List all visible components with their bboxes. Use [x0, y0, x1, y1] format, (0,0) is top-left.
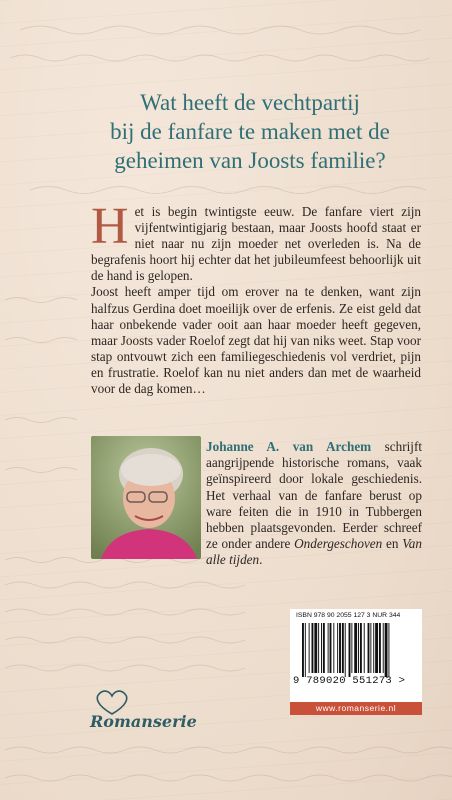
barcode-bar: [385, 623, 388, 677]
barcode-bar: [351, 623, 352, 673]
romanserie-logo: [90, 688, 200, 738]
barcode-bar: [323, 623, 325, 673]
barcode: [290, 609, 422, 702]
barcode-bar: [302, 623, 304, 677]
barcode-bar: [330, 623, 332, 673]
logo-text: Romanserie: [90, 712, 197, 731]
book-title-1: Ondergeschoven: [294, 536, 383, 552]
website-bar: www.romanserie.nl: [290, 702, 422, 715]
barcode-bar: [349, 623, 351, 677]
barcode-bar: [314, 623, 317, 673]
drop-cap: H: [91, 198, 129, 255]
barcode-bar: [368, 623, 370, 673]
back-cover-headline: [70, 88, 430, 175]
blurb: [91, 198, 421, 397]
barcode-bar: [383, 623, 384, 673]
barcode-bar: [318, 623, 319, 673]
barcode-bar: [337, 623, 338, 673]
barcode-bar: [358, 623, 359, 673]
barcode-bar: [309, 623, 310, 673]
blurb-paragraph-2: Joost heeft amper tijd om erover na te denken, want zijn halfzus Gerdina doet moeilijk over de erfenis. Ze eist geld dat haar onbekende vader ooit aan haar moeder heeft gegeven, maar Joosts vader Roelof zegt dat hij van niks weet. Stap voor stap ontvouwt zich een familiegeschiedenis vol verdriet, pijn en frustratie. Roelof kan nu niet anders dan met de waarheid voor de dag komen…: [91, 284, 421, 397]
bio-text-2: en: [382, 536, 403, 552]
barcode-bar: [373, 623, 374, 673]
headline-line-2: bij de fanfare te maken met de: [110, 119, 390, 144]
bio-text-1: schrijft aangrijpende historische romans, vaak geïnspireerd door lokale geschiedenis. Het verhaal van de fanfare berust op ware feiten die in 1910 in Tubbergen hebben plaatsgevonden. Eerder schreef ze onder andere: [206, 439, 422, 552]
author-photo: [91, 436, 201, 559]
barcode-bar: [342, 623, 344, 673]
bio-text-3: .: [259, 552, 263, 568]
book-title-2: Van alle tijden: [206, 536, 422, 568]
headline-line-1: Wat heeft de vechtpartij: [140, 90, 360, 115]
barcode-bar: [321, 623, 322, 673]
author-bio: [206, 439, 422, 569]
author-name: Johanne A. van Archem: [206, 439, 372, 454]
barcode-bars: [290, 609, 422, 679]
barcode-bar: [312, 623, 314, 673]
isbn-line: ISBN 978 90 2055 127 3 NUR 344: [296, 612, 401, 619]
barcode-bar: [360, 623, 362, 673]
barcode-bar: [379, 623, 381, 673]
barcode-bar: [345, 623, 346, 677]
barcode-bar: [375, 623, 378, 673]
barcode-digits: 9 789020 551273 >: [293, 675, 406, 687]
barcode-bar: [339, 623, 341, 673]
blurb-paragraph-1-text: et is begin twintigste eeuw. De fanfare viert zijn vijfentwintigjarig bestaan, maar Joosts hoofd staat er niet naar nu zijn moeder net overleden is. Na de begrafenis hoort hij echter dat het jubileumfeest behoorlijk uit de hand is gelopen.: [91, 204, 421, 284]
blurb-paragraph-1: [91, 198, 421, 284]
headline-line-3: geheimen van Joosts familie?: [114, 148, 386, 173]
barcode-bar: [354, 623, 357, 673]
barcode-bar: [370, 623, 371, 673]
barcode-bar: [388, 623, 389, 677]
barcode-bar: [364, 623, 365, 673]
barcode-bar: [305, 623, 306, 677]
barcode-bar: [333, 623, 334, 673]
barcode-bar: [328, 623, 329, 673]
